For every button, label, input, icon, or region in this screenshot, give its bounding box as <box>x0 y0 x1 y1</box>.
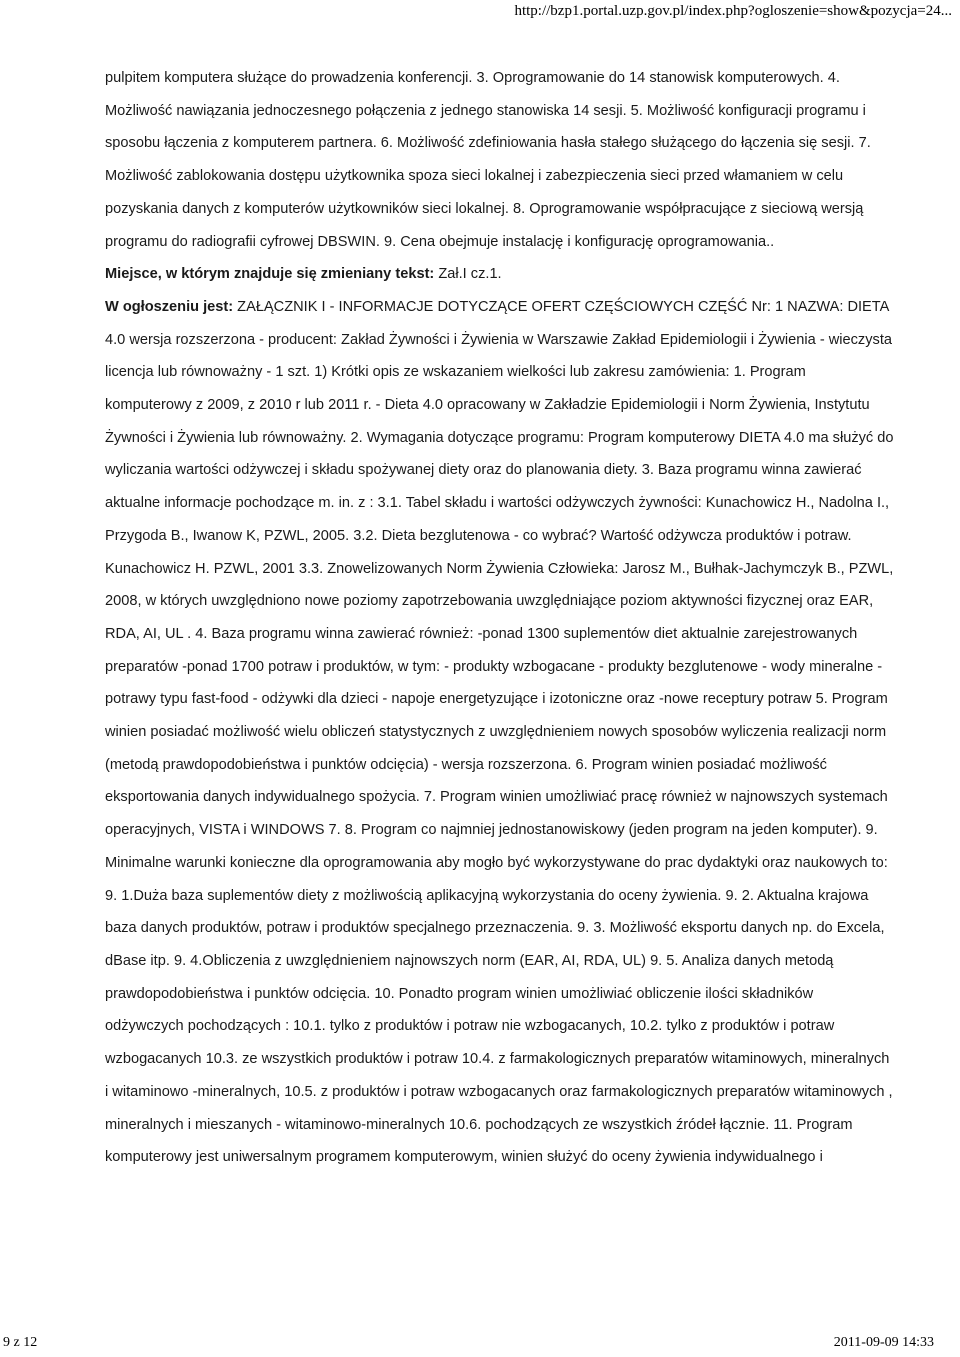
announcement-paragraph <box>105 291 895 1174</box>
location-label: Miejsce, w którym znajduje się zmieniany tekst: <box>105 266 435 283</box>
page-number: 9 z 12 <box>3 1335 38 1350</box>
location-value: Zał.I cz.1. <box>438 266 502 283</box>
announcement-text: ZAŁĄCZNIK I - INFORMACJE DOTYCZĄCE OFERT CZĘŚCIOWYCH CZĘŚĆ Nr: 1 NAZWA: DIETA 4.0 wersja rozszerzona - producent: Zakład Żywności i Żywienia w Warszawie Zakład Epidemiologii i Żywienia - wieczysta licencja lub równoważny - 1 szt. 1) Krótki opis ze wskazaniem wielkości lub zakresu zamówienia: 1. Program komputerowy z 2009, z 2010 r lub 2011 r. - Dieta 4.0 opracowany w Zakładzie Epidemiologii i Norm Żywienia, Instytutu Żywności i Żywienia lub równoważny. 2. Wymagania dotyczące programu: Program komputerowy DIETA 4.0 ma służyć do wyliczania wartości odżywczej i składu spożywanej diety oraz do planowania diety. 3. Baza programu winna zawierać aktualne informacje pochodzące m. in. z : 3.1. Tabel składu i wartości odżywczych żywności: Kunachowicz H., Nadolna I., Przygoda B., Iwanow K, PZWL, 2005. 3.2. Dieta bezglutenowa - co wybrać? Wartość odżywcza produktów i potraw. Kunachowicz H. PZWL, 2001 3.3. Znowelizowanych Norm Żywienia Człowieka: Jarosz M., Bułhak-Jachymczyk B., PZWL, 2008, w których uwzględniono nowe poziomy zapotrzebowania uwzględniające poziom aktywności fizycznej oraz EAR, RDA, AI, UL . 4. Baza programu winna zawierać również: -ponad 1300 suplementów diet aktualnie zarejestrowanych preparatów -ponad 1700 potraw i produktów, w tym: - produkty wzbogacane - produkty bezglutenowe - wody mineralne - potrawy typu fast-food - odżywki dla dzieci - napoje energetyzujące i izotoniczne oraz -nowe receptury potraw 5. Program winien posiadać możliwość wielu obliczeń statystycznych z uwzględnieniem nowych sposobów wyliczenia realizacji norm (metodą prawdopodobieństwa i punktów odcięcia) - wersja rozszerzona. 6. Program winien posiadać możliwość eksportowania danych indywidualnego spożycia. 7. Program winien umożliwiać pracę również w najnowszych systemach operacyjnych, VISTA i WINDOWS 7. 8. Program co najmniej jednostanowiskowy (jeden program na jeden komputer). 9. Minimalne warunki konieczne dla oprogramowania aby mogło być wykorzystywane do prac dydaktyki oraz naukowych to: 9. 1.Duża baza suplementów diety z możliwością aplikacyjną wykorzystania do oceny żywienia. 9. 2. Aktualna krajowa baza danych produktów, potraw i produktów specjalnego przeznaczenia. 9. 3. Możliwość eksportu danych np. do Excela, dBase itp. 9. 4.Obliczenia z uwzględnieniem najnowszych norm (EAR, AI, RDA, UL) 9. 5. Analiza danych metodą prawdopodobieństwa i punktów odcięcia. 10. Ponadto program winien umożliwiać obliczenie ilości składników odżywczych pochodzących : 10.1. tylko z produktów i potraw nie wzbogacanych, 10.2. tylko z produktów i potraw wzbogacanych 10.3. ze wszystkich produktów i potraw 10.4. z farmakologicznych preparatów witaminowych, mineralnych i witaminowo -mineralnych, 10.5. z produktów i potraw wzbogacanych oraz farmakologicznych preparatów witaminowych , mineralnych i mieszanych - witaminowo-mineralnych 10.6. pochodzących ze wszystkich źródeł łącznie. 11. Program komputerowy jest uniwersalnym programem komputerowym, winien służyć do oceny żywienia indywidualnego i <box>105 298 894 1166</box>
print-datetime: 2011-09-09 14:33 <box>833 1335 934 1350</box>
text-paragraph: pulpitem komputera służące do prowadzenia konferencji. 3. Oprogramowanie do 14 stanowisk komputerowych. 4. Możliwość nawiązania jednoczesnego połączenia z jednego stanowiska 14 sesji. 5. Możliwość konfiguracji programu i sposobu łączenia z komputerem partnera. 6. Możliwość zdefiniowania hasła stałego służącego do łączenia się sesji. 7. Możliwość zablokowania dostępu użytkownika spoza sieci lokalnej i zabezpieczenia sieci przed włamaniem w celu pozyskania danych z komputerów użytkowników sieci lokalnej. 8. Oprogramowanie współpracujące z sieciową wersją programu do radiografii cyfrowej DBSWIN. 9. Cena obejmuje instalację i konfigurację oprogramowania.. <box>105 70 871 250</box>
document-body <box>105 62 895 1174</box>
location-line <box>105 258 895 291</box>
announcement-label: W ogłoszeniu jest: <box>105 298 234 315</box>
page-url-header: http://bzp1.portal.uzp.gov.pl/index.php?ogloszenie=show&pozycja=24... <box>514 3 952 19</box>
